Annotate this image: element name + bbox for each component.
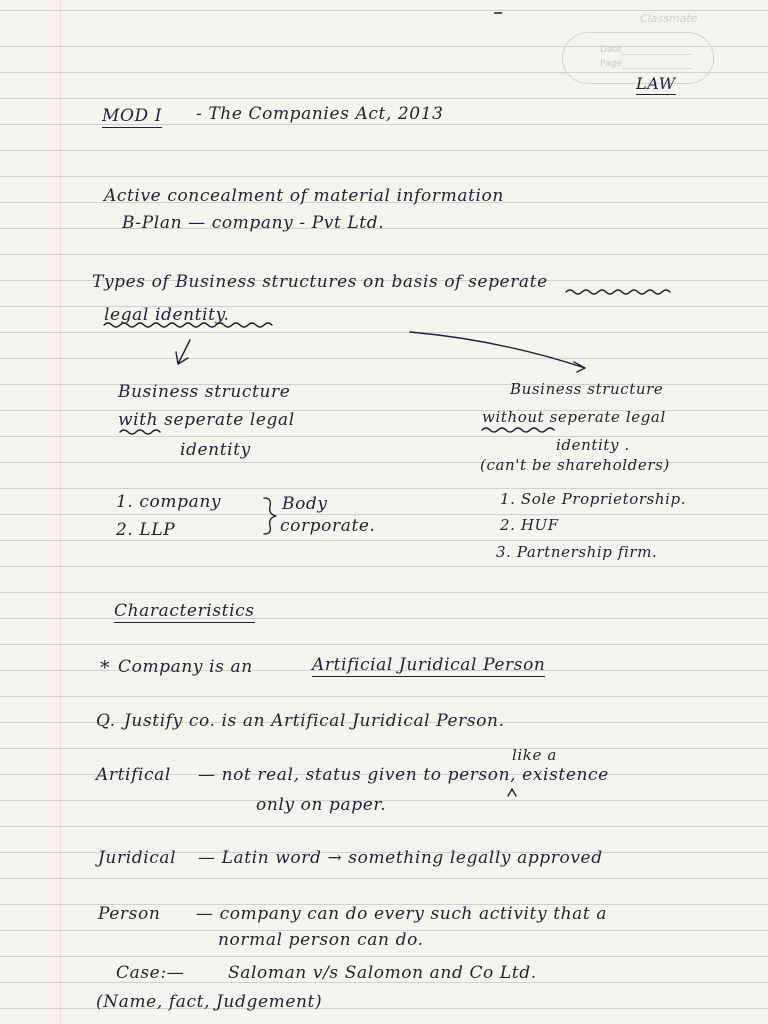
artificial-term: Artifical <box>96 765 171 785</box>
case-label: Case:— <box>116 963 185 983</box>
body-corporate-brace <box>264 498 276 534</box>
person-line-1: — company can do every such activity that a <box>196 904 608 924</box>
without-item-1: 1. Sole Proprietorship. <box>500 490 687 508</box>
question-text: Justify co. is an Artifical Juridical Person. <box>124 711 505 731</box>
stamp-page-label: Page <box>600 59 622 69</box>
brace-label-line-2: corporate. <box>280 516 376 536</box>
intro-line-2: B-Plan — company - Pvt Ltd. <box>122 213 385 233</box>
juridical-term: Juridical <box>98 848 177 868</box>
intro-line-1: Active concealment of material information <box>104 186 504 206</box>
types-heading-line-2: legal identity. <box>104 305 230 325</box>
module-title: - The Companies Act, 2013 <box>196 104 444 124</box>
module-number: MOD I <box>102 106 163 126</box>
person-term: Person <box>98 904 161 924</box>
juridical-text: — Latin word → something legally approved <box>198 848 603 868</box>
arrow-to-without-identity <box>410 332 585 372</box>
wavy-underline-seperate <box>566 290 670 294</box>
artificial-line-1: — not real, status given to person, existence <box>198 765 609 785</box>
with-heading-line-3: identity <box>180 440 251 460</box>
subject-label: LAW <box>636 74 676 93</box>
without-note: (can't be shareholders) <box>480 456 670 474</box>
characteristics-heading: Characteristics <box>114 601 255 621</box>
artificial-juridical-person: Artificial Juridical Person <box>312 655 546 675</box>
insert-caret <box>508 789 516 796</box>
stamp-brand: Classmate <box>640 12 698 25</box>
brace-label-line-1: Body <box>282 494 328 514</box>
person-line-2: normal person can do. <box>218 930 424 950</box>
types-heading-line-1: Types of Business structures on basis of seperate <box>92 272 548 292</box>
stamp-date-label: Date <box>600 45 622 55</box>
without-item-3: 3. Partnership firm. <box>496 543 658 561</box>
with-heading-line-1: Business structure <box>118 382 291 402</box>
artificial-insert: like a <box>512 746 557 764</box>
artificial-line-2: only on paper. <box>256 795 387 815</box>
star-bullet: * <box>100 657 111 679</box>
company-point-text: Company is an <box>118 657 253 677</box>
wavy-underline-legal-identity <box>104 323 272 327</box>
without-heading-line-2: without seperate legal <box>482 408 666 426</box>
with-item-company: 1. company <box>116 492 222 512</box>
with-heading-line-2: with seperate legal <box>118 410 295 430</box>
without-heading-line-1: Business structure <box>510 380 664 398</box>
without-heading-line-3: identity . <box>556 436 630 454</box>
case-note: (Name, fact, Judgement) <box>96 992 323 1012</box>
wavy-underline-without <box>482 428 554 432</box>
wavy-underline-with <box>120 430 160 434</box>
question-marker: Q. <box>96 711 116 731</box>
without-item-2: 2. HUF <box>500 516 559 534</box>
case-name: Saloman v/s Salomon and Co Ltd. <box>228 963 537 983</box>
arrow-to-with-identity <box>176 340 190 364</box>
with-item-llp: 2. LLP <box>116 520 176 540</box>
